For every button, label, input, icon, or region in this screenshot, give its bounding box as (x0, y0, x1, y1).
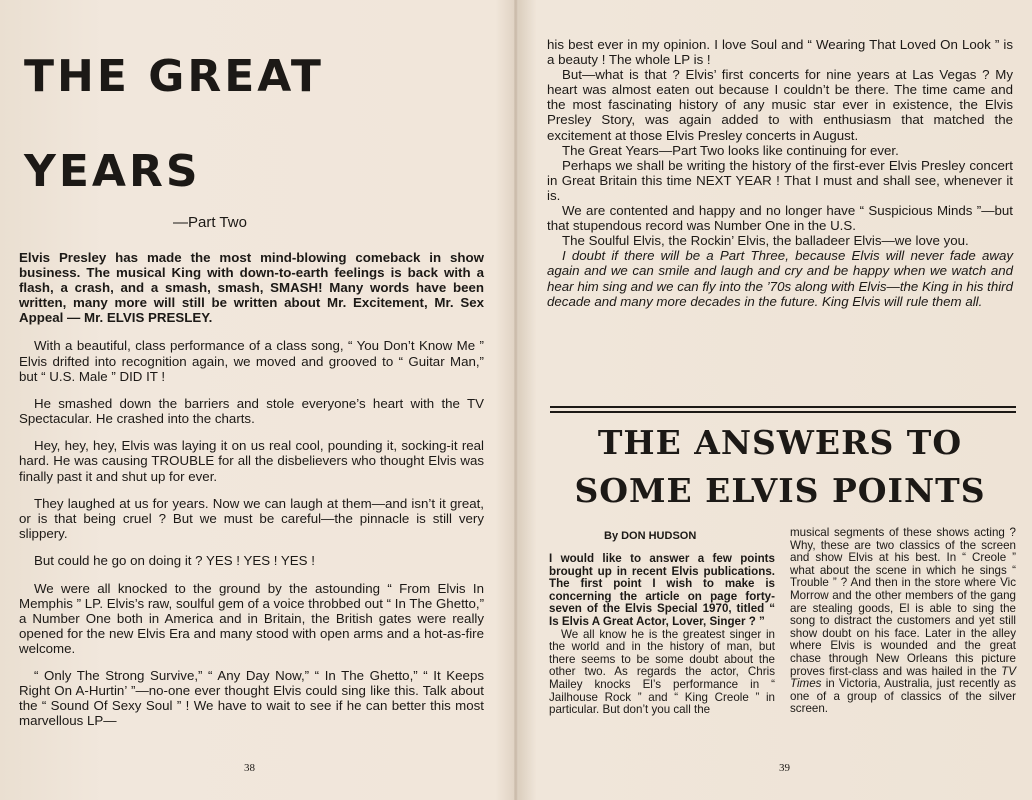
page-number-right: 39 (779, 762, 790, 774)
article2-column-1 (549, 553, 775, 717)
article-title-line-2: YEARS (24, 146, 201, 197)
article-title-line-1: THE GREAT (24, 51, 324, 102)
body-paragraph: With a beautiful, class performance of a class song, “ You Don’t Know Me ” Elvis drifted into recognition again, we moved and grooved to “ Guitar Man,” but “ U.S. Male ” DID IT ! (19, 338, 484, 384)
intro-paragraph: Elvis Presley has made the most mind-blowing comeback in show business. The musical King with down-to-earth feelings is back with a flash, a crash, and a smash, smash, SMASH! Many words have been written, many more will still be written about Mr. Excitement, Mr. Sex Appeal — Mr. ELVIS PRESLEY. (19, 250, 484, 326)
body-paragraph: We all know he is the greatest singer in the world and in the history of man, but there seems to be some doubt about the other two. As regards the actor, Chris Mailey knocks El’s performance in “ Jailhouse Rock ” and “ King Creole ” in particular. But don’t you call the (549, 627, 775, 717)
left-body-text (19, 250, 484, 729)
body-paragraph: We are contented and happy and no longer have “ Suspicious Minds ”—but that stupendous record was Number One in the U.S. (547, 203, 1013, 234)
section-divider-rule (550, 406, 1016, 408)
right-page (516, 0, 1032, 800)
column-text: in Victoria, Australia, just recently as one of a group of classics of the silver screen. (790, 677, 1016, 716)
column-text: musical segments of these shows acting ? Why, these are two classics of the screen and show Elvis at his best. In “ Creole ” what about the scene in which he sings “ Trouble ” ? And then in the store where Vic Morrow and the other members of the gang are stealing goods, El is able to sing the song to distract the customers and yet still show doubt on his face. Later in the alley where Elvis is wounded and the great chase through New Orleans this picture proves first-class and was hailed in the (790, 526, 1016, 678)
publication-name: TV Times (790, 664, 1016, 691)
article2-title-line-1: THE ANSWERS TO (597, 423, 963, 462)
article2-title-line-2: SOME ELVIS POINTS (574, 471, 986, 510)
byline: By DON HUDSON (604, 530, 697, 542)
body-paragraph (790, 527, 1016, 716)
body-paragraph: We were all knocked to the ground by the astounding “ From Elvis In Memphis ” LP. Elvis’s raw, soulful gem of a voice throbbed out “ In The Ghetto,” a Number One both in America and in Britain, the British gates were really opened for the new Elvis Era and many stood with open arms and a hot-as-fire welcome. (19, 580, 484, 656)
body-paragraph: He smashed down the barriers and stole everyone’s heart with the TV Spectacular. He crashed into the charts. (19, 395, 484, 427)
body-paragraph: “ Only The Strong Survive,” “ Any Day Now,” “ In The Ghetto,” “ It Keeps Right On A-Hurtin’ ”—no-one ever thought Elvis could sing like this. Talk about the “ Sound Of Sexy Soul ” ! We have to wait to see if he can better this most marvellous LP— (19, 668, 484, 729)
body-paragraph: The Great Years—Part Two looks like continuing for ever. (562, 142, 899, 158)
body-paragraph: Perhaps we shall be writing the history of the first-ever Elvis Presley concert in Great Britain this time NEXT YEAR ! That I must and shall see, whenever it is. (547, 157, 1013, 203)
body-paragraph: his best ever in my opinion. I love Soul and “ Wearing That Loved On Look ” is a beauty ! The whole LP is ! (547, 37, 1013, 68)
right-body-text (547, 37, 1013, 309)
body-paragraph: They laughed at us for years. Now we can laugh at them—and isn’t it great, or is that being cruel ? But we must be careful—the pinnacle is still very slippery. (19, 495, 484, 541)
article2-column-2 (790, 527, 1016, 716)
body-paragraph: The Soulful Elvis, the Rockin’ Elvis, the balladeer Elvis—we love you. (562, 233, 969, 249)
closing-italic-paragraph: I doubt if there will be a Part Three, because Elvis will never fade away again and we can smile and laugh and cry and be happy when we watch and hear him sing and we can fly into the ’70s along with Elvis—the King in his third decade and many more decades in the future. King Elvis will rule them all. (547, 248, 1013, 309)
body-paragraph: But—what is that ? Elvis’ first concerts for nine years at Las Vegas ? My heart was almost eaten out because I couldn’t be there. The time came and the most fascinating history of any music star ever in existence, the Elvis Presley Story, was again added to with enthusiasm that matched the excitement at those Elvis Presley concerts in August. (547, 67, 1013, 143)
lead-paragraph: I would like to answer a few points brought up in recent Elvis publications. The first point I wish to make is concerning the article on page forty-seven of the Elvis Special 1970, titled “ Is Elvis A Great Actor, Lover, Singer ? ” (549, 552, 775, 628)
body-paragraph: But could he go on doing it ? YES ! YES ! YES ! (34, 553, 315, 569)
section-divider-rule (550, 411, 1016, 413)
article-subtitle: —Part Two (173, 214, 247, 231)
page-number-left: 38 (244, 762, 255, 774)
body-paragraph: Hey, hey, hey, Elvis was laying it on us real cool, pounding it, socking-it real hard. He was causing TROUBLE for all the disbelievers who thought Elvis was finally past it and shut up for ever. (19, 438, 484, 484)
